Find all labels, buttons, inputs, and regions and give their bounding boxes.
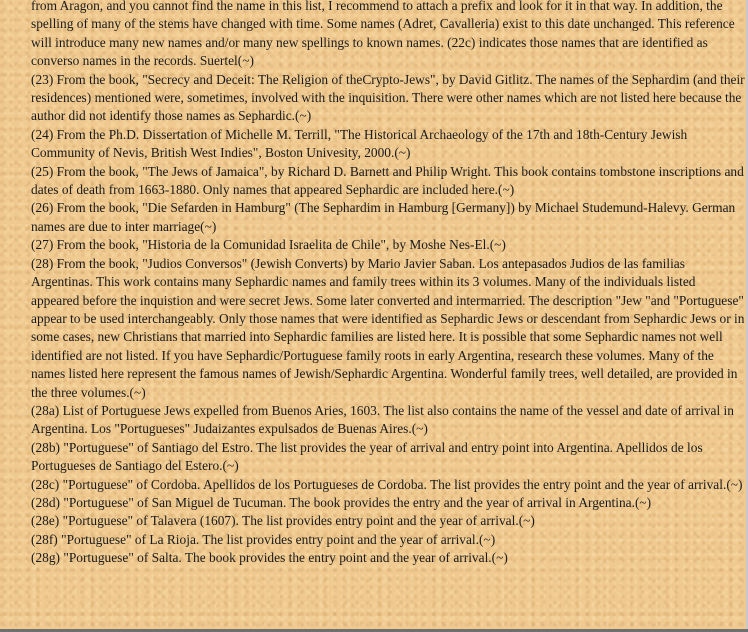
references-list [31, 0, 747, 568]
reference-entry-28b: (28b) "Portuguese" of Santiago del Estro. The list provides the year of arrival and entry point into Argentina. Apellidos de los Portugueses de Santiago del Estero.(~) [31, 439, 703, 474]
reference-entry-28d: (28d) "Portuguese" of San Miguel de Tucuman. The book provides the entry and the year of arrival in Argentina.(~) [31, 494, 652, 510]
reference-entry-26: (26) From the book, "Die Sefarden in Hamburg" (The Sephardim in Hamburg [Germany]) by Michael Studemund-Halevy. German names are due to inter marriage(~) [31, 200, 736, 234]
reference-entry-24: (24) From the Ph.D. Dissertation of Michelle M. Terrill, "The Historical Archaeology of the 17th and 18th-Century Jewish Community of Nevis, British West Indies", Boston Univesity, 2000.(~) [31, 126, 688, 161]
reference-entry-22-continued: from Aragon, and you cannot find the name in this list, I recommend to attach a prefix and look for it in that way. In addition, the spelling of many of the stems have changed with time. Some names (Adret, Cavalleria) exist to this date unchanged. This reference will introduce many new names and/or many new spellings to known names. (22c) indicates those names that are identified as converso names in the records. Suertel(~) [31, 0, 735, 69]
reference-entry-28c: (28c) "Portuguese" of Cordoba. Apellidos de los Portugueses de Cordoba. The list provides the entry point and the year of arrival.(~) [31, 476, 743, 492]
reference-entry-28g: (28g) "Portuguese" of Salta. The book provides the entry point and the year of arrival.(~) [31, 550, 508, 566]
reference-entry-28: (28) From the book, "Judios Conversos" (Jewish Converts) by Mario Javier Saban. Los antepasados Judios de las familias Argentinas. This work contains many Sephardic names and family trees within its 3 volumes. Many of the individuals listed appeared before the inquistion and were secret Jews. Some later converted and intermarried. The description "Jew "and "Portuguese" appear to be used interchangeably. Only those names that were identified as Sephardic Jews or descendant from Sephardic Jews or in some cases, new Christians that married into Sephardic families are listed here. It is possible that some Sephardic names not well identified are not listed. If you have Sephardic/Portuguese family roots in early Argentina, research these volumes. Many of the names listed here represent the famous names of Jewish/Sephardic Argentina. Wonderful family trees, well detailed, are provided in the three volumes.(~) [31, 255, 745, 400]
reference-entry-23: (23) From the book, "Secrecy and Deceit: The Religion of theCrypto-Jews", by David Gitlitz. The names of the Sephardim (and their residences) mentioned were, sometimes, involved with the inquisition. There were other names which are not listed here because the author did not identify those names as Sephardic.(~) [31, 71, 745, 124]
reference-entry-25: (25) From the book, "The Jews of Jamaica", by Richard D. Barnett and Philip Wright. This book contains tombstone inscriptions and dates of death from 1663-1880. Only names that appeared Sephardic are included here.(~) [31, 163, 744, 198]
reference-entry-28f: (28f) "Portuguese" of La Rioja. The list provides entry point and the year of arrival.(~) [31, 531, 496, 547]
reference-entry-28a: (28a) List of Portuguese Jews expelled from Buenos Aries, 1603. The list also contains the name of the vessel and date of arrival in Argentina. Los "Portugueses" Judaizantes expulsados de Buenas Aires.(~) [31, 402, 734, 437]
reference-entry-27: (27) From the book, "Historia de la Comunidad Israelita de Chile", by Moshe Nes-El.(~) [31, 237, 506, 253]
reference-entry-28e: (28e) "Portuguese" of Talavera (1607). The list provides entry point and the year of arrival.(~) [31, 513, 535, 529]
